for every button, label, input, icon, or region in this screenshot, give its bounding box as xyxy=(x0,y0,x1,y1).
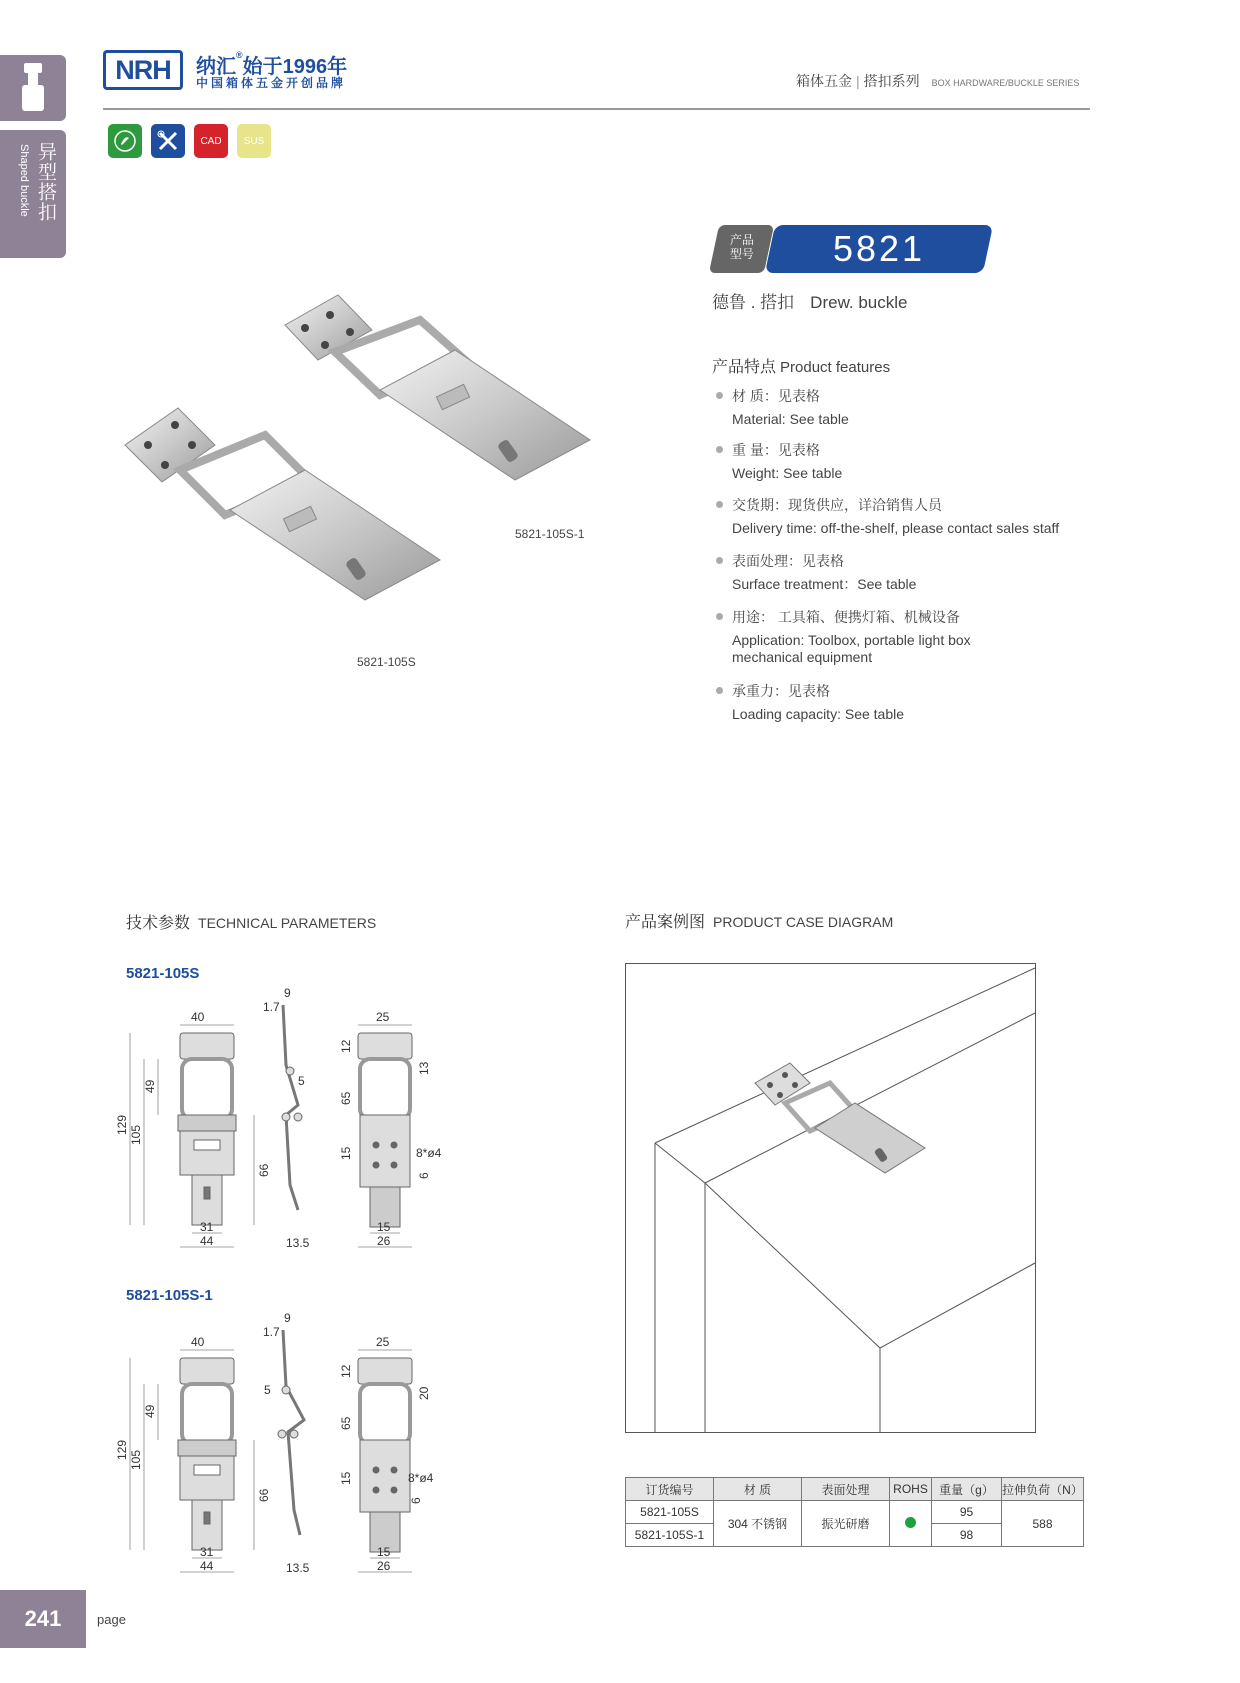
features-heading-en: Product features xyxy=(780,359,891,376)
dim-9: 9 xyxy=(284,986,291,1000)
side-tab-shaped-buckle[interactable] xyxy=(0,130,66,258)
cell-load: 588 xyxy=(1002,1501,1084,1547)
cell-rohs xyxy=(890,1501,932,1547)
dim-31: 31 xyxy=(200,1545,214,1559)
dim-25: 25 xyxy=(376,1010,390,1024)
feature-en: Weight: See table xyxy=(732,465,843,481)
side-tab-label-cn: 异型搭扣 xyxy=(35,142,56,222)
dim-26: 26 xyxy=(377,1559,391,1573)
dim-5: 5 xyxy=(264,1383,271,1397)
feature-en: Loading capacity: See table xyxy=(732,706,905,722)
dim-129: 129 xyxy=(115,1114,129,1135)
feature-en: Material: See table xyxy=(732,411,849,427)
variant-label-105s-1: 5821-105S-1 xyxy=(126,1287,213,1304)
technical-heading xyxy=(126,910,376,933)
feature-cn: 交货期：现货供应，详洽销售人员 xyxy=(712,495,1112,515)
dim-20: 20 xyxy=(417,1386,431,1400)
buckle-thumbnail-icon xyxy=(0,55,66,121)
feature-item xyxy=(712,551,1112,593)
dim-5: 5 xyxy=(298,1074,305,1088)
latch-photo-lower xyxy=(125,408,440,600)
feature-cn: 重 量：见表格 xyxy=(712,440,1112,460)
dim-15-v: 15 xyxy=(339,1146,353,1160)
brand-slogan: 中国箱体五金开创品牌 xyxy=(196,76,347,90)
brand-name-cn: 纳汇 xyxy=(196,56,236,78)
photo-caption-105s: 5821-105S xyxy=(357,655,416,669)
col-load: 拉伸负荷（N） xyxy=(1002,1478,1084,1501)
dim-12: 12 xyxy=(339,1039,353,1053)
dim-13: 13 xyxy=(417,1061,431,1075)
rohs-dot-icon xyxy=(905,1517,916,1528)
dim-105: 105 xyxy=(129,1124,143,1145)
dim-1-7: 1.7 xyxy=(263,1325,280,1339)
page-word: page xyxy=(97,1612,126,1627)
feature-cn: 承重力：见表格 xyxy=(712,681,1112,701)
dim-9: 9 xyxy=(284,1311,291,1325)
case-heading-en: PRODUCT CASE DIAGRAM xyxy=(713,914,894,930)
cad-icon xyxy=(194,124,228,158)
eco-icon xyxy=(108,124,142,158)
technical-heading-en: TECHNICAL PARAMETERS xyxy=(198,915,377,931)
dim-13-5: 13.5 xyxy=(286,1236,310,1250)
dim-129: 129 xyxy=(115,1439,129,1460)
feature-cn: 表面处理：见表格 xyxy=(712,551,1112,571)
tools-icon xyxy=(151,124,185,158)
dim-25: 25 xyxy=(376,1335,390,1349)
dim-hole: 8*ø4 xyxy=(416,1146,442,1160)
product-name-cn: 德鲁 . 搭扣 xyxy=(712,293,795,312)
dim-44: 44 xyxy=(200,1559,214,1573)
dim-15: 15 xyxy=(377,1545,391,1559)
feature-item xyxy=(712,386,1112,428)
dim-65: 65 xyxy=(339,1091,353,1105)
photo-caption-105s-1: 5821-105S-1 xyxy=(515,527,585,541)
model-number: 5821 xyxy=(832,228,926,269)
cell-weight: 98 xyxy=(932,1524,1002,1547)
model-tag-label: 产品 型号 xyxy=(729,233,754,261)
dim-49: 49 xyxy=(143,1079,157,1093)
dim-31: 31 xyxy=(200,1220,214,1234)
dim-13-5: 13.5 xyxy=(286,1561,310,1575)
col-rohs: ROHS xyxy=(890,1478,932,1501)
technical-drawing-105s xyxy=(115,985,458,1250)
technical-heading-cn: 技术参数 xyxy=(126,915,191,932)
cell-material: 304 不锈钢 xyxy=(714,1501,802,1547)
col-finish: 表面处理 xyxy=(802,1478,890,1501)
side-tab-buckle-thumbnail xyxy=(0,55,66,121)
dim-26: 26 xyxy=(377,1234,391,1248)
series-label: 搭扣系列 xyxy=(863,73,920,89)
dim-1-7: 1.7 xyxy=(263,1000,280,1014)
technical-drawing-105s-1 xyxy=(115,1310,458,1575)
case-heading-cn: 产品案例图 xyxy=(625,914,706,931)
feature-item xyxy=(712,495,1112,537)
cad-label: CAD xyxy=(200,135,222,147)
product-name-en: Drew. buckle xyxy=(810,293,908,312)
side-tab-label-en: Shaped buckle xyxy=(18,144,30,217)
dim-105: 105 xyxy=(129,1449,143,1470)
dim-40: 40 xyxy=(191,1010,205,1024)
feature-cn: 材 质：见表格 xyxy=(712,386,1112,406)
feature-en: Delivery time: off-the-shelf, please contact sales staff xyxy=(732,520,1060,536)
page-number: 241 xyxy=(0,1590,86,1648)
feature-item xyxy=(712,607,1002,666)
table-row xyxy=(626,1501,1084,1524)
feature-item xyxy=(712,681,1112,723)
header-category: 箱体五金 | 搭扣系列 BOX HARDWARE/BUCKLE SERIES xyxy=(796,73,1080,89)
brand-logo: NRH xyxy=(103,50,183,90)
dim-40: 40 xyxy=(191,1335,205,1349)
features-heading xyxy=(712,354,890,377)
dim-6: 6 xyxy=(409,1497,423,1504)
dim-15-v: 15 xyxy=(339,1471,353,1485)
table-header-row xyxy=(626,1478,1084,1501)
feature-item xyxy=(712,440,1112,482)
dim-66: 66 xyxy=(257,1488,271,1502)
col-material: 材 质 xyxy=(714,1478,802,1501)
product-name xyxy=(712,288,908,313)
feature-en: Surface treatment：See table xyxy=(732,576,917,592)
model-tag xyxy=(709,225,774,273)
dim-44: 44 xyxy=(200,1234,214,1248)
cell-finish: 振光研磨 xyxy=(802,1501,890,1547)
series-label-en: BOX HARDWARE/BUCKLE SERIES xyxy=(931,78,1080,88)
dim-49: 49 xyxy=(143,1404,157,1418)
latch-photo-upper xyxy=(285,295,590,480)
dim-15: 15 xyxy=(377,1220,391,1234)
brand-since: 始于1996年 xyxy=(242,56,348,78)
dim-66: 66 xyxy=(257,1163,271,1177)
cell-code: 5821-105S-1 xyxy=(626,1524,714,1547)
category-label: 箱体五金 xyxy=(796,73,852,89)
sus-label: SUS xyxy=(243,135,265,147)
col-order-code: 订货编号 xyxy=(626,1478,714,1501)
variant-label-105s: 5821-105S xyxy=(126,965,200,982)
feature-en: Application: Toolbox, portable light box mechanical equipment xyxy=(732,632,971,665)
dim-hole: 8*ø4 xyxy=(408,1471,434,1485)
case-heading xyxy=(625,909,893,932)
cell-weight: 95 xyxy=(932,1501,1002,1524)
dim-65: 65 xyxy=(339,1416,353,1430)
brand-name: 纳汇®始于1996年 xyxy=(196,50,348,78)
features-heading-cn: 产品特点 xyxy=(712,359,777,376)
case-diagram xyxy=(625,963,1036,1433)
product-photos xyxy=(120,290,620,690)
header-divider xyxy=(103,108,1090,110)
col-weight: 重量（g） xyxy=(932,1478,1002,1501)
feature-cn: 用途： 工具箱、便携灯箱、机械设备 xyxy=(712,607,1002,627)
spec-table xyxy=(625,1477,1084,1547)
dim-6: 6 xyxy=(417,1172,431,1179)
cell-code: 5821-105S xyxy=(626,1501,714,1524)
sus-icon xyxy=(237,124,271,158)
dim-12: 12 xyxy=(339,1364,353,1378)
